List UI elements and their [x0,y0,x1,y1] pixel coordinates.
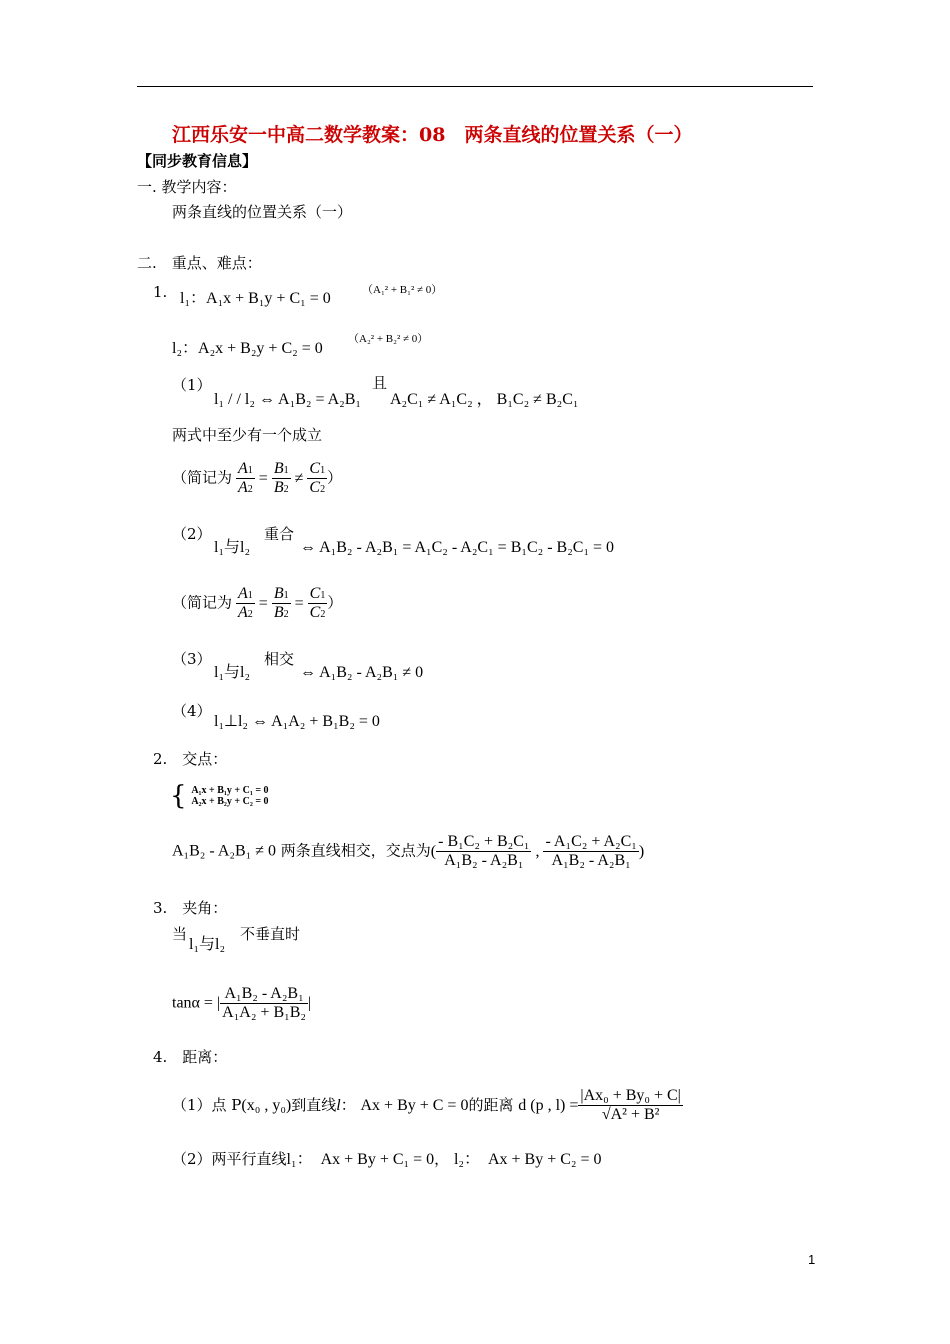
equation-system [170,783,269,809]
brief-close: ） [327,593,343,612]
content-text: 两条直线的位置关系（一） [172,203,353,221]
angle-lines: l₁与l₂ [189,936,226,953]
line-equation: Ax + By + C = 0 [360,1096,469,1114]
fraction: $\frac{B1}{B2}$ [273,585,289,622]
tan-lhs: tanα = | [172,994,221,1012]
case3-number: （3） [172,650,212,668]
item4-heading: 4. 距离： [153,1048,228,1066]
brace-symbol: { [170,781,187,811]
intersect-condition: ⇔ A₁B₂ - A₂B₁ ≠ 0 [300,664,424,681]
tan-end: | [307,994,312,1012]
when-word: 当 [172,925,188,943]
distance-word: 的距离 [468,1095,514,1114]
brief-label: （简记为 [172,593,233,612]
tan-fraction: $\frac{\text{A₁B₂ - A₂B₁}}{\text{A₁A₂ + B₁B₂}}$ [222,985,306,1022]
parallel-extra: A₂C₁ ≠ A₁C₂ ， B₁C₂ ≠ B₂C₁ [390,391,579,408]
brief-parallel: （简记为 $\frac{A1}{A2}$ = $\frac{B1}{B2}$ ≠ $\frac{C1}{C2}$ ） [172,460,343,497]
intersection-condition: A₁B₂ - A₂B₁ ≠ 0 [172,842,276,860]
case2-lines: l₁与l₂ [214,539,251,556]
case2-number: （2） [172,525,212,543]
fraction: $\frac{A1}{A2}$ [238,460,253,497]
system-line-2: A₂x + B₂y + C₂ = 0 [191,796,269,807]
line2-equation: l₂：A₂x + B₂y + C₂ = 0 [172,340,323,357]
and-word: 且 [372,374,388,392]
key-heading: 二. 重点、难点： [137,254,262,272]
brief-close: ） [327,468,343,487]
coincide-word: 重合 [264,525,295,543]
line1-equation: l₁：A₁x + B₁y + C₁ = 0 [180,290,331,307]
parallel-note: 两式中至少有一个成立 [172,426,323,444]
case3-lines: l₁与l₂ [214,664,251,681]
parallel-eq1: ： Ax + By + C₁ = 0 [296,1151,435,1168]
parallel-condition: l₁ / / l₂ ⇔ A₁B₂ = A₂B₁ [214,391,361,408]
not-perpendicular: 不垂直时 [240,925,301,943]
distance-point-line: （1）点 P(x₀ , y₀)到直线l： Ax + By + C = 0的距离 d (p , l) = $\frac{\text{|Ax₀ + By₀ + C|}}{\text{√A² + B²}}$ [172,1087,681,1124]
fraction: $\frac{A1}{A2}$ [238,585,253,622]
document-title: 江西乐安一中高二数学教案：08 两条直线的位置关系（一） [172,124,693,146]
system-line-1: A₁x + B₁y + C₁ = 0 [191,785,269,796]
coincide-condition: ⇔ A₁B₂ - A₂B₁ = A₁C₂ - A₂C₁ = B₁C₂ - B₂C₁ = 0 [300,539,615,556]
page-number: 1 [808,1252,816,1267]
distance-lhs: d (p , l) = [518,1096,579,1114]
fraction: $\frac{B1}{B2}$ [273,460,289,497]
item3-heading: 3. 夹角： [153,899,228,917]
distance-fraction: $\frac{\text{|Ax₀ + By₀ + C|}}{\text{√A² + B²}}$ [580,1087,681,1124]
case1-number: （1） [172,376,212,394]
intersection-text: 两条直线相交，交点为 [280,841,431,860]
point-label: （1）点 P [172,1095,242,1114]
line1-condition: （A₁² + B₁² ≠ 0） [362,284,443,296]
content-heading: 一. 教学内容： [137,178,237,196]
parallel-eq2: ： Ax + By + C₂ = 0 [463,1151,602,1168]
intersect-word: 相交 [264,650,295,668]
parallel-label: （2）两平行直线 [172,1150,287,1168]
line2-condition: （A₂² + B₂² ≠ 0） [348,333,429,345]
item2-heading: 2. 交点： [153,750,228,768]
intersection-formula: A₁B₂ - A₂B₁ ≠ 0 两条直线相交，交点为( $\frac{\text{- B₁C₂ + B₂C₁}}{\text{A₁B₂ - A₂B₁}}$ , $\frac{\text{- A₁C₂ + A₂C₁}}{\text{A₁B₂ - A₂B₁}}$ ) [172,833,645,870]
fraction: $\frac{C1}{C2}$ [309,460,326,497]
tan-formula [172,985,311,1023]
brief-label: （简记为 [172,468,233,487]
to-line: 到直线 [291,1095,337,1114]
distance-parallel-lines: （2）两平行直线l₁： Ax + By + C₁ = 0， l₂： Ax + By + C₂ = 0 [172,1150,602,1168]
intersection-y: $\frac{\text{- A₁C₂ + A₂C₁}}{\text{A₁B₂ - A₂B₁}}$ [545,833,637,870]
point-coords: (x₀ , y₀) [241,1096,292,1114]
brief-coincide: （简记为 $\frac{A1}{A2}$ = $\frac{B1}{B2}$ = $\frac{C1}{C2}$ ） [172,585,343,622]
item1-number: 1. [153,283,168,301]
section-header: 【同步教育信息】 [137,152,258,170]
perpendicular-condition: l₁⊥l₂ ⇔ A₁A₂ + B₁B₂ = 0 [214,713,380,730]
case4-number: （4） [172,702,212,720]
intersection-x: $\frac{\text{- B₁C₂ + B₂C₁}}{\text{A₁B₂ - A₂B₁}}$ [438,833,530,870]
fraction: $\frac{C1}{C2}$ [309,585,326,622]
header-rule [137,86,813,87]
